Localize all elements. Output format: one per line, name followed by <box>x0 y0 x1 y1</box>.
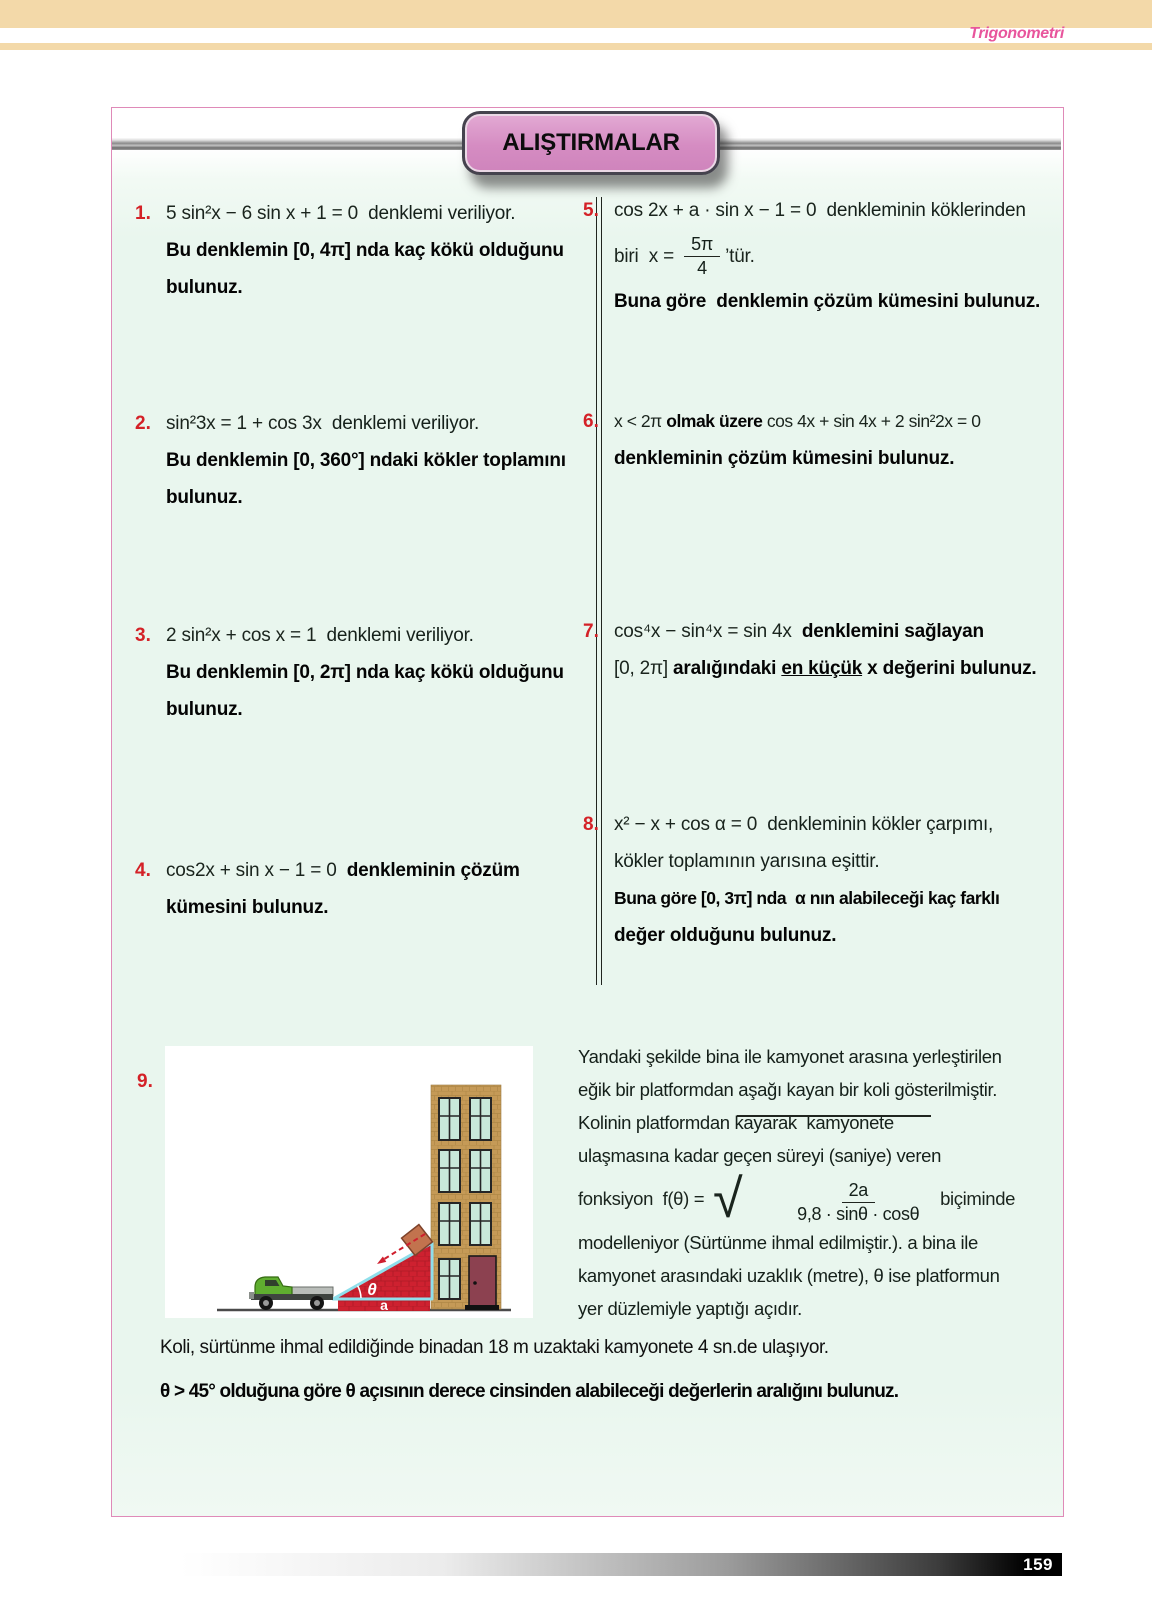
truck <box>249 1277 333 1310</box>
text: denkleminin kökler çarpımı, <box>757 814 994 835</box>
equation: cos 2x + a · sin x − 1 = 0 <box>614 200 817 221</box>
problem-6-number: 6. <box>583 411 599 432</box>
text: yer düzlemiyle yaptığı açıdır. <box>578 1298 802 1319</box>
problem-7 <box>583 613 1043 687</box>
text: denklemini sağlayan <box>791 621 984 642</box>
text: kamyonet arasındaki uzaklık (metre), θ ise platformun <box>578 1265 1000 1286</box>
exercises-badge <box>462 111 720 175</box>
problem-7-body <box>614 613 1037 687</box>
text: modelleniyor (Sürtünme ihmal edilmiştir.). a bina ile <box>578 1232 978 1253</box>
problem-9-number: 9. <box>137 1071 153 1092</box>
fraction <box>684 234 720 277</box>
problem-4-number: 4. <box>135 860 151 881</box>
interval: [0, 2π] <box>614 658 674 679</box>
problem-9-note: Koli, sürtünme ihmal edildiğinde binadan 18 m uzaktaki kamyonete 4 sn.de ulaşıyor. <box>160 1337 829 1358</box>
text: denkleminin köklerinden <box>816 200 1026 221</box>
text: ulaşmasına kadar geçen süreyi (saniye) veren <box>578 1145 942 1166</box>
question-text: değer olduğunu bulunuz. <box>614 925 837 946</box>
radical-sign: √ <box>712 1169 743 1229</box>
problem-8 <box>583 806 1053 954</box>
building <box>431 1085 501 1310</box>
fraction <box>797 1180 919 1223</box>
building-door <box>465 1256 499 1310</box>
problem-4-body <box>166 852 520 926</box>
problem-2-body <box>166 405 566 516</box>
problem-2 <box>135 405 575 516</box>
equation: 2 sin²x + cos x = 1 <box>166 625 317 646</box>
problem-8-number: 8. <box>583 814 599 835</box>
text: eğik bir platformdan aşağı kayan bir koli gösterilmiştir. <box>578 1079 998 1100</box>
text: Kolinin platformdan kayarak kamyonete <box>578 1112 894 1133</box>
equation: x² − x + cos α = 0 <box>614 814 758 835</box>
text: biri x = <box>614 245 680 267</box>
angle-theta-label: θ <box>367 1280 377 1299</box>
text: fonksiyon f(θ) = <box>578 1188 709 1209</box>
problem-6-body <box>614 403 980 477</box>
problem-9-formula <box>578 1169 1048 1229</box>
problem-3-number: 3. <box>135 625 151 646</box>
text: olmak üzere <box>666 411 767 431</box>
question-text: bulunuz. <box>166 699 243 720</box>
question-text: Bu denklemin [0, 2π] nda kaç kökü olduğunu <box>166 662 564 683</box>
problem-7-line2 <box>614 650 1037 687</box>
text: aralığındaki <box>673 658 782 679</box>
problem-1-line1 <box>166 195 564 232</box>
problem-9-question: θ > 45° olduğuna göre θ açısının derece cinsinden alabileceği değerlerin aralığını bulunuz. <box>160 1381 899 1402</box>
figure-illustration <box>165 1046 533 1318</box>
problem-3 <box>135 617 575 728</box>
equation: x < 2π <box>614 411 667 431</box>
text: ’tür. <box>725 245 755 267</box>
problem-7-number: 7. <box>583 621 599 642</box>
problem-5-number: 5. <box>583 200 599 221</box>
question-text: denkleminin çözüm kümesini bulunuz. <box>614 448 955 469</box>
fraction-numerator: 2a <box>842 1180 875 1202</box>
exercises-badge-label: ALIŞTIRMALAR <box>502 129 680 156</box>
page-number: 159 <box>1023 1554 1053 1574</box>
text: Yandaki şekilde bina ile kamyonet arasına yerleştirilen <box>578 1046 1002 1067</box>
question-text: Buna göre [0, 3π] nda α nın alabileceği kaç farklı <box>614 888 1000 908</box>
text: denklemi veriliyor. <box>316 625 474 646</box>
problem-1-number: 1. <box>135 203 151 224</box>
top-band <box>0 0 1152 28</box>
problem-9-text <box>578 1040 1048 1325</box>
problem-9-figure <box>165 1046 533 1318</box>
equation: cos2x + sin x − 1 = 0 <box>166 860 337 881</box>
problem-2-number: 2. <box>135 413 151 434</box>
distance-a-label: a <box>380 1297 388 1313</box>
fraction-numerator: 5π <box>684 234 720 256</box>
equation: 5 sin²x − 6 sin x + 1 = 0 <box>166 203 358 224</box>
text: biçiminde <box>935 1188 1016 1209</box>
equation: sin²3x = 1 + cos 3x <box>166 413 322 434</box>
question-text: Bu denklemin [0, 4π] nda kaç kökü olduğunu <box>166 240 564 261</box>
fraction-denominator: 9,8 · sinθ · cosθ <box>797 1203 920 1224</box>
equation: cos 4x + sin 4x + 2 sin²2x = 0 <box>766 411 981 431</box>
fraction-denominator: 4 <box>697 257 707 278</box>
second-band <box>0 43 1152 50</box>
question-text: bulunuz. <box>166 487 243 508</box>
problem-1 <box>135 195 575 306</box>
text: x değerini bulunuz. <box>862 658 1037 679</box>
problem-1-body <box>166 195 564 306</box>
problem-3-body <box>166 617 564 728</box>
problem-8-body <box>614 806 999 954</box>
question-text: denkleminin çözüm <box>336 860 520 881</box>
problem-4 <box>135 852 575 926</box>
question-text: Bu denklemin [0, 360°] ndaki kökler toplamını <box>166 450 566 471</box>
header-strip <box>0 25 1152 43</box>
page-number-bar <box>180 1553 1062 1576</box>
underlined-text: en küçük <box>781 658 863 679</box>
problem-5-body <box>614 192 1040 320</box>
question-text: bulunuz. <box>166 277 243 298</box>
problem-5 <box>583 192 1041 320</box>
question-text: kümesini bulunuz. <box>166 897 329 918</box>
problem-6 <box>583 403 1053 477</box>
equation: cos⁴x − sin⁴x = sin 4x <box>614 621 792 642</box>
text: kökler toplamının yarısına eşittir. <box>614 851 880 872</box>
text: denklemi veriliyor. <box>321 413 480 434</box>
chapter-title: Trigonometri <box>969 25 1064 42</box>
question-text: Buna göre denklemin çözüm kümesini bulunuz. <box>614 291 1041 312</box>
problem-5-fraction-line <box>614 229 1040 283</box>
problem-6-line1 <box>614 403 980 440</box>
text: denklemi veriliyor. <box>357 203 516 224</box>
